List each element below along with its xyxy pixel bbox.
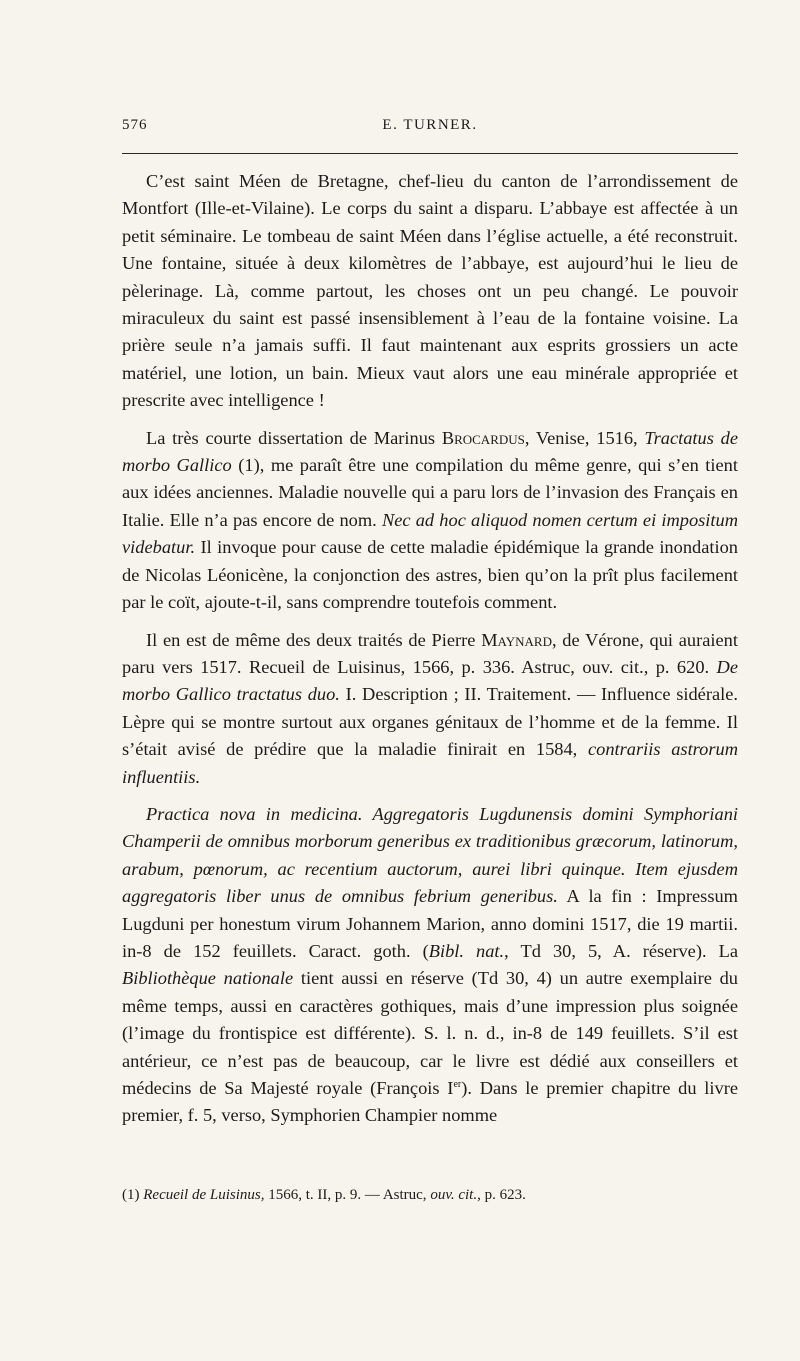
- text-run: I. Description ; II. Traitement. — Influence sidérale. Lèpre qui se montre surtout aux organes génitaux de l’homme et de la femme. Il s’était avisé de prédire que la maladie finirait en 1584,: [122, 684, 738, 760]
- paragraph-1: C’est saint Méen de Bretagne, chef-lieu du canton de l’arrondissement de Montfort (Ille-et-Vilaine). Le corps du saint a disparu. L’abbaye est affectée à un petit séminaire. Le tombeau de saint Méen dans l’église actuelle, a été reconstruit. Une fontaine, située à deux kilomètres de l’abbaye, est aujourd’hui le lieu de pèlerinage. Là, comme partout, les choses ont un peu changé. Le pouvoir miraculeux du saint est passé insensiblement à l’eau de la fontaine voisine. La prière seule n’a jamais suffi. Il faut maintenant aux esprits grossiers un acte matériel, une lotion, un bain. Mieux vaut alors une eau minérale appropriée et prescrite avec intelligence !: [122, 171, 738, 411]
- latin-quote: contrariis astrorum influentiis.: [122, 739, 738, 787]
- text-run: A la fin : Impressum Lugduni per honestum virum Johannem Marion, anno domini 1517, die 19 martii. in-8 de 152 feuillets. Caract. goth. (: [122, 886, 738, 961]
- author-brocardus: Brocardus: [441, 427, 525, 448]
- footnote-ref: ouv. cit.,: [430, 1187, 481, 1203]
- footnote-marker: (1): [122, 1187, 144, 1203]
- ref-bibliotheque: Bibliothèque nationale: [122, 968, 294, 989]
- text-run: , Venise, 1516,: [524, 427, 645, 448]
- ref-bibl-nat: Bibl. nat.: [428, 940, 505, 961]
- text-run: , de Vérone, qui auraient paru vers 1517. Recueil de Luisinus, 1566, p. 336. Astruc, ouv. cit., p. 620.: [122, 629, 738, 677]
- page-header: [122, 117, 738, 141]
- text-run: tient aussi en réserve (Td 30, 4) un autre exemplaire du même temps, aussi en caractères gothiques, mais d’une impression plus soignée (l’image du frontispice est différente). S. l. n. d., in-8 de 149 feuillets. S’il est antérieur, ce n’est pas de beaucoup, car le livre est dédié aux conseillers et médecins de Sa Majesté royale (François I: [122, 968, 738, 1098]
- latin-quote: Nec ad hoc aliquod nomen certum ei impositum videbatur.: [122, 509, 738, 558]
- superscript: er: [453, 1078, 462, 1090]
- text-run: Il en est de même des deux traités de Pierre: [146, 629, 482, 650]
- paragraph-3: [122, 627, 738, 791]
- running-head: E. TURNER.: [382, 117, 478, 133]
- title-tractatus: Tractatus de morbo Gallico: [122, 427, 738, 476]
- text-run: La très courte dissertation de Marinus: [146, 427, 442, 448]
- page-number: 576: [122, 117, 148, 133]
- title-practica: Practica nova in medicina. Aggregatoris Lugdunensis domini Symphoriani Champerii de omnibus morborum generibus ex traditionibus græcorum, latinorum, arabum, pœnorum, ac recentium auctorum, aurei libri quinque. Item ejusdem aggregatoris liber unus de omnibus febrium generibus.: [122, 803, 738, 907]
- paragraph-4: [122, 801, 738, 1130]
- footnote-title: Recueil de Luisinus,: [143, 1187, 265, 1203]
- footnote: [122, 1185, 738, 1205]
- text-run: (1), me paraît être une compilation du même genre, qui s’en tient aux idées anciennes. Maladie nouvelle qui a paru lors de l’invasion des Français en Italie. Elle n’a pas encore de nom.: [122, 455, 738, 530]
- text-run: ). Dans le premier chapitre du livre premier, f. 5, verso, Symphorien Champier nomme: [122, 1078, 738, 1126]
- text-run: 1566, t. II, p. 9. — Astruc,: [264, 1187, 431, 1203]
- author-maynard: Maynard: [481, 629, 552, 650]
- main-text: [122, 168, 738, 1130]
- header-rule: [122, 153, 738, 154]
- text-run: Il invoque pour cause de cette maladie épidémique la grande inondation de Nicolas Léonicène, la conjonction des astres, bien qu’on la prît plus facilement par le coït, ajoute-t-il, sans comprendre toutefois comment.: [122, 537, 738, 613]
- text-run: p. 623.: [480, 1187, 526, 1203]
- text-run: , Td 30, 5, A. réserve). La: [504, 940, 738, 961]
- title-de-morbo: De morbo Gallico tractatus duo.: [122, 656, 738, 705]
- paragraph-2: [122, 425, 738, 617]
